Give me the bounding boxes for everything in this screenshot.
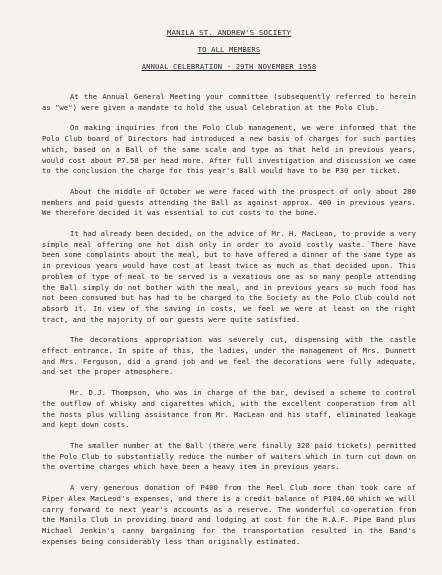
paragraph-5: The decorations appropriation was severely cut, dispensing with the castle effect entrance. In spite of this, the ladies, under the management of Mrs. Dunnett and Mrs. Ferguson, did a grand job and we feel the decorations were fully adequate, and set the proper atmosphere. [42,335,416,377]
letter-header [42,28,416,72]
paragraph-7: The smaller number at the Ball (there were finally 320 paid tickets) permitted the Polo Club to substantially reduce the number of waiters which in turn cut down on the overtime charges which have been a heavy item in previous years. [42,440,416,472]
paragraph-4: It had already been decided, on the advice of Mr. H. MacLean, to provide a very simple meal offering one hot dish only in order to avoid costly waste. There have been some complaints about the meal, but to have offered a dinner of the same type as in previous years would have cost at least twice as much as that decided upon. This problem of type of meal to be served is a vexatious one as so many people attending the Ball simply do not bother with the meal, and in previous years so much food has not been consumed but has had to be charged to the Society as the Polo Club could not absorb it. In view of the saving in costs, we feel we were at least on the right tract, and the majority of our guests were quite satisfied. [42,229,416,324]
event-title: ANNUAL CELEBRATION - 29TH NOVEMBER 1958 [141,62,317,71]
paragraph-2: On making inquiries from the Polo Club management, we were informed that the Polo Club board of Directors had introduced a new basis of charges for such parties which, based on a Ball of the same scale and type as that held in previous years, would cost about P7.50 per head more. After full investigation and discussion we came to the conclusion the charge for this year's Ball would have to be P30 per ticket. [42,123,416,176]
paragraph-6: Mr. D.J. Thompson, who was in charge of the bar, devised a scheme to control the outflow of whisky and cigarettes which, with the excellent cooperation from all the hosts plus willing assistance from Mr. MacLean and his staff, eliminated leakage and kept down costs. [42,388,416,430]
paragraph-1: At the Annual General Meeting your committee (subsequently referred to herein as "we") were given a mandate to hold the usual Celebration at the Polo Club. [42,92,416,112]
society-name: MANILA ST. ANDREW'S SOCIETY [166,28,292,37]
audience-line: TO ALL MEMBERS [197,45,261,54]
letter-body [42,92,416,547]
paragraph-3: About the middle of October we were faced with the prospect of only about 280 members and paid guests attending the Ball as against approx. 400 in previous years. We therefore decided it was essential to cut costs to the bone. [42,186,416,218]
paragraph-8: A very generous donation of P400 from the Reel Club more than took care of Piper Alex MacLeod's expenses, and there is a credit balance of P104.60 which we will carry forward to next year's accounts as a reserve. The wonderful co-operation from the Manila Club in providing board and lodging at cost for the R.A.F. Pipe Band plus Michael Jenkin's canny bargaining for the transportation resulted in the Band's expenses being considerably less than originally estimated. [42,483,416,546]
